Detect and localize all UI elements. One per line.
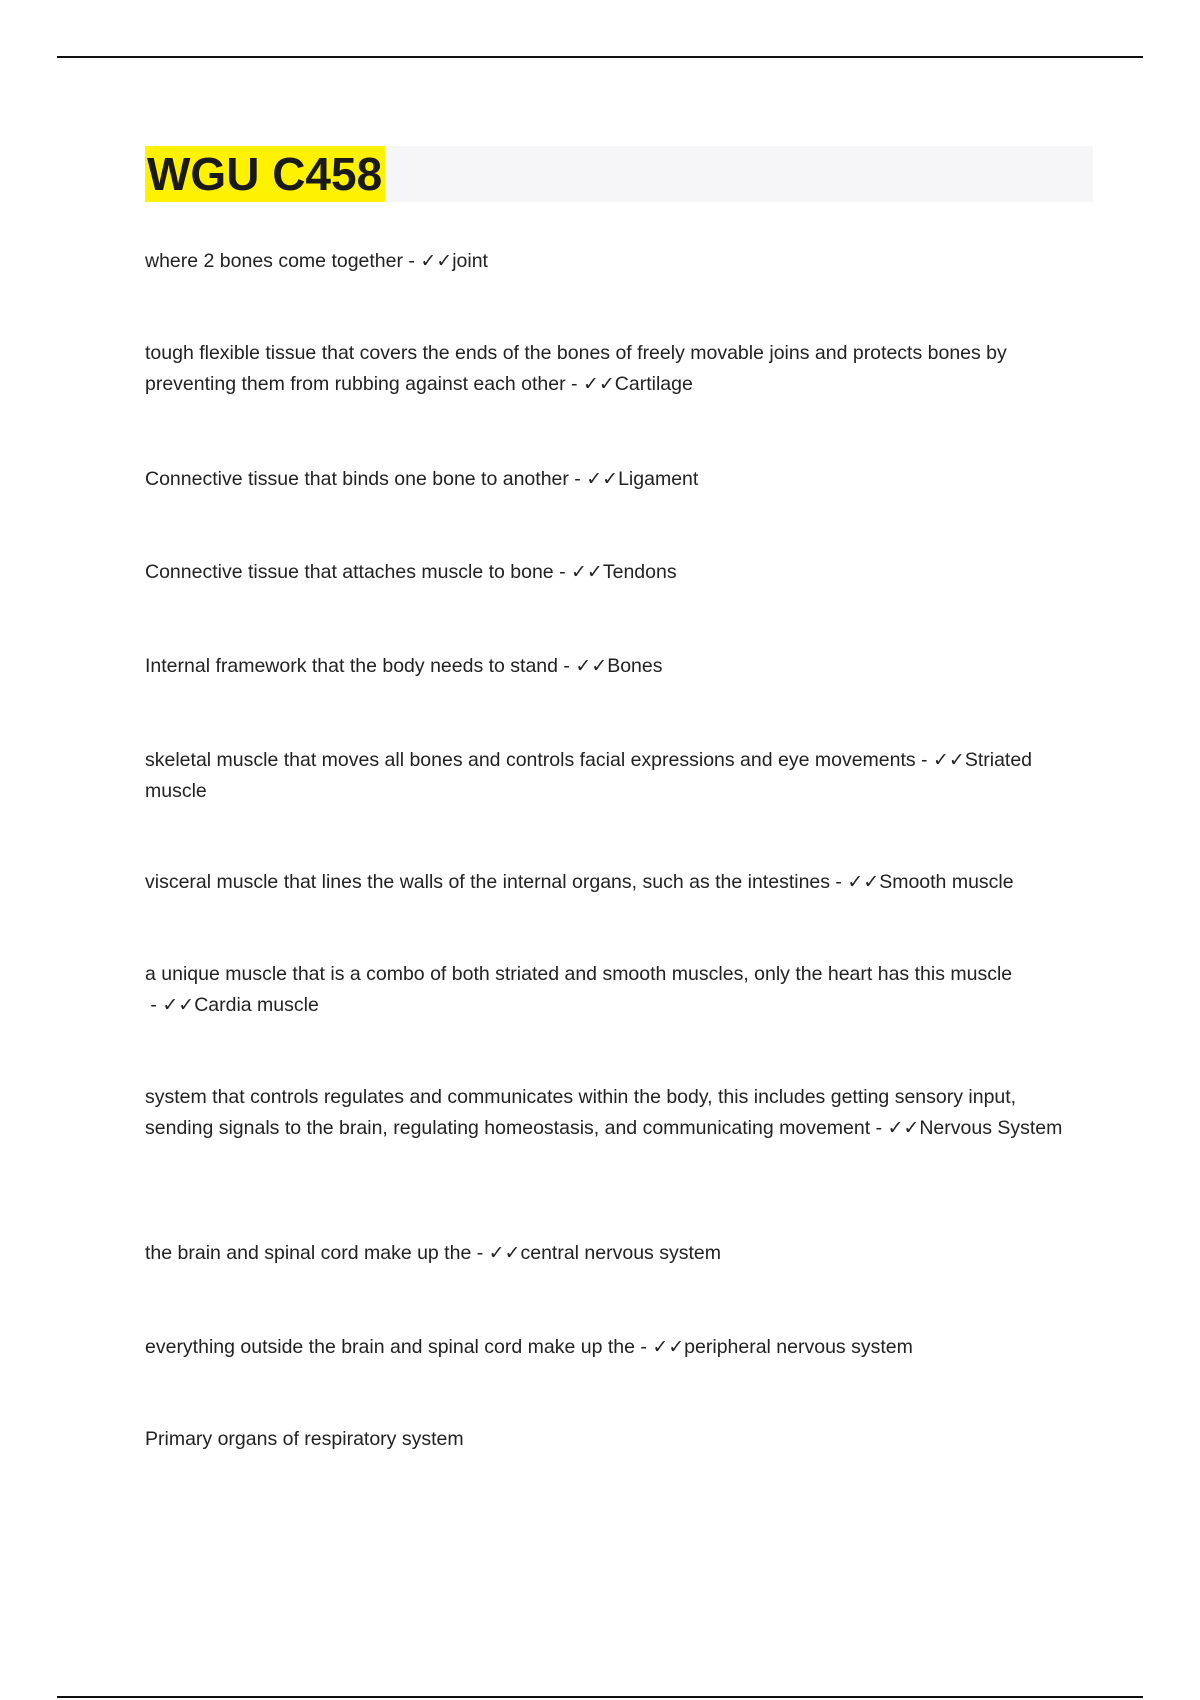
separator: - (553, 561, 571, 583)
answer-text: Cardia muscle (194, 994, 319, 1016)
answer-text: Nervous System (919, 1117, 1063, 1139)
qa-item (145, 1424, 1085, 1455)
separator: - (634, 1336, 653, 1358)
question-text: skeletal muscle that moves all bones and controls facial expressions and eye movements (145, 749, 916, 771)
double-check-icon: ✓✓ (571, 561, 603, 583)
question-text: where 2 bones come together (145, 250, 403, 272)
answer-text: joint (452, 250, 488, 272)
qa-item (145, 338, 1085, 400)
qa-item (145, 745, 1085, 807)
qa-item (145, 1082, 1085, 1144)
qa-item (145, 651, 1085, 682)
answer-text: Ligament (618, 468, 699, 490)
question-text: tough flexible tissue that covers the ends of the bones of freely movable joins and protects bones by preventing them from rubbing against each other (145, 342, 1007, 395)
double-check-icon: ✓✓ (932, 749, 965, 771)
double-check-icon: ✓✓ (847, 871, 880, 893)
bottom-rule (57, 1696, 1143, 1698)
double-check-icon: ✓✓ (652, 1336, 685, 1358)
separator: - (915, 749, 933, 771)
document-title: WGU C458 (145, 146, 385, 202)
answer-text: Smooth muscle (879, 871, 1014, 893)
separator: - (565, 373, 583, 395)
question-text: everything outside the brain and spinal cord make up the (145, 1336, 635, 1358)
question-text: system that controls regulates and communicates within the body, this includes getting sensory input, sending signals to the brain, regulating homeostasis, and communicating movement (145, 1086, 1017, 1139)
separator: - (145, 994, 163, 1016)
double-check-icon: ✓✓ (488, 1242, 521, 1264)
separator: - (471, 1242, 489, 1264)
answer-text: Tendons (602, 561, 677, 583)
separator: - (870, 1117, 888, 1139)
separator: - (568, 468, 587, 490)
qa-item (145, 1332, 1085, 1363)
question-text: a unique muscle that is a combo of both striated and smooth muscles, only the heart has this muscle (145, 963, 1013, 985)
question-text: Internal framework that the body needs to stand (145, 655, 558, 677)
separator: - (403, 250, 421, 272)
qa-item (145, 867, 1085, 898)
question-text: Primary organs of respiratory system (145, 1428, 464, 1450)
double-check-icon: ✓✓ (162, 994, 195, 1016)
separator: - (830, 871, 848, 893)
double-check-icon: ✓✓ (887, 1117, 920, 1139)
answer-text: Striated muscle (145, 749, 1033, 802)
answer-text: Bones (607, 655, 663, 677)
qa-item (145, 464, 1085, 495)
question-text: the brain and spinal cord make up the (145, 1242, 472, 1264)
double-check-icon: ✓✓ (420, 250, 453, 272)
answer-text: Cartilage (614, 373, 693, 395)
double-check-icon: ✓✓ (582, 373, 615, 395)
double-check-icon: ✓✓ (586, 468, 619, 490)
qa-item (145, 557, 1085, 588)
top-rule (57, 56, 1143, 58)
separator: - (558, 655, 576, 677)
question-text: Connective tissue that binds one bone to another (145, 468, 569, 490)
answer-text: central nervous system (520, 1242, 721, 1264)
answer-text: peripheral nervous system (684, 1336, 913, 1358)
qa-item (145, 246, 1085, 277)
question-text: Connective tissue that attaches muscle to bone (145, 561, 554, 583)
qa-item (145, 959, 1085, 1021)
question-text: visceral muscle that lines the walls of the internal organs, such as the intestines (145, 871, 831, 893)
qa-item (145, 1238, 1085, 1269)
double-check-icon: ✓✓ (575, 655, 608, 677)
